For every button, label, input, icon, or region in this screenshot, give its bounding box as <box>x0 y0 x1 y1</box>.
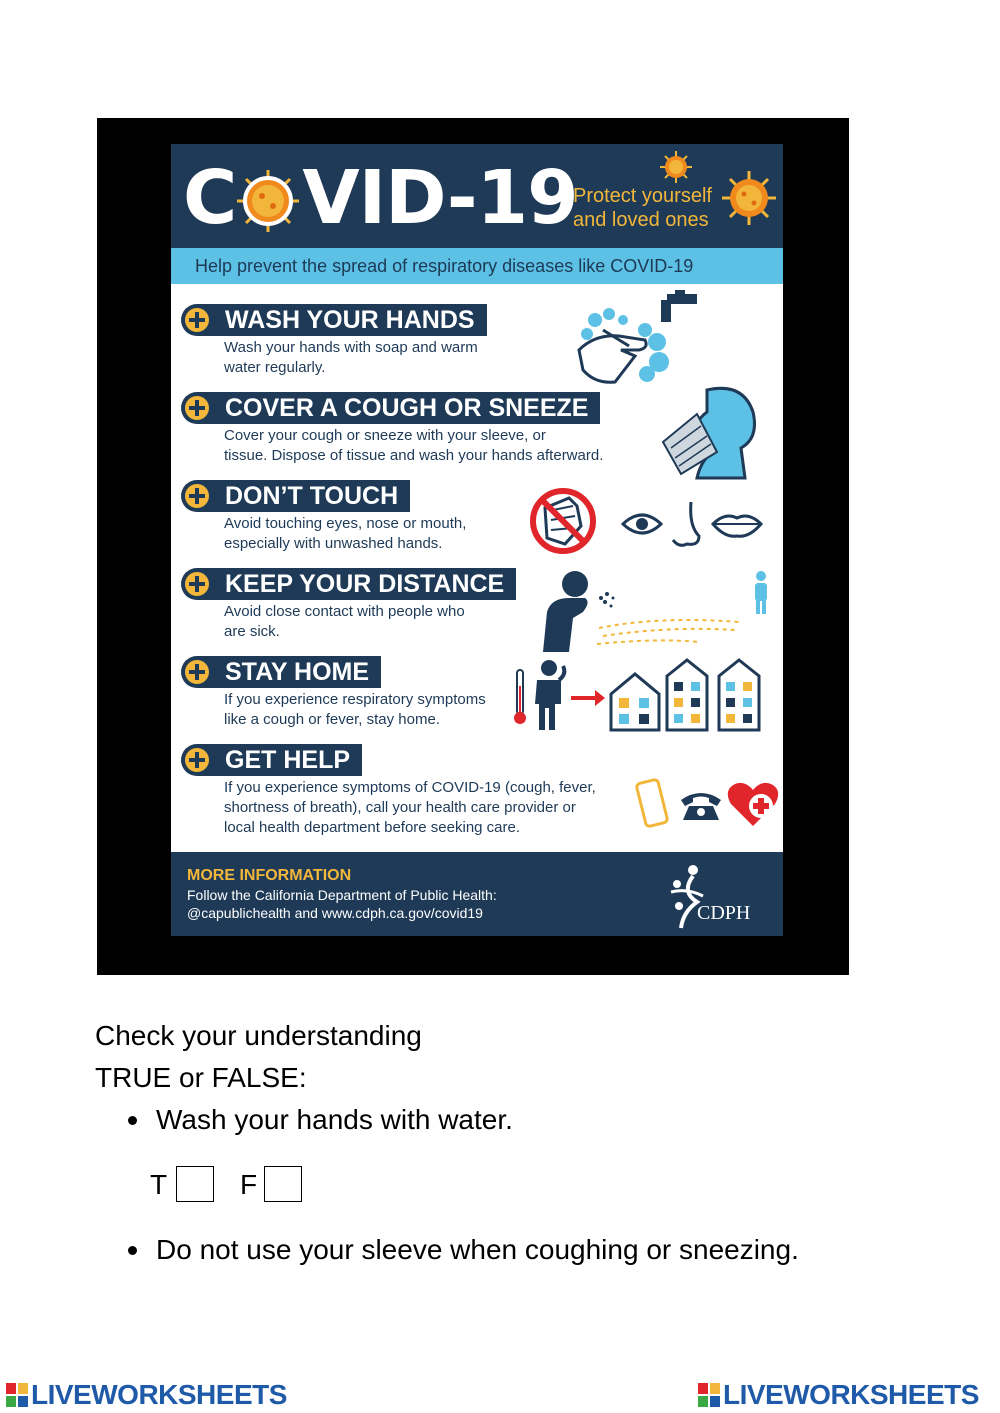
section-heading-text: WASH YOUR HANDS <box>225 306 475 334</box>
true-checkbox[interactable] <box>176 1166 214 1202</box>
section-heading <box>181 392 600 424</box>
section-line: If you experience symptoms of COVID-19 (cough, fever, <box>224 779 596 796</box>
poster-banner <box>171 248 783 284</box>
cdph-logo-text: CDPH <box>697 902 751 924</box>
more-info-title: MORE INFORMATION <box>187 867 352 884</box>
section-line: especially with unwashed hands. <box>224 535 443 552</box>
liveworksheets-logo-icon <box>698 1383 720 1407</box>
question-text: Wash your hands with water. <box>156 1104 513 1135</box>
plus-icon <box>185 748 209 772</box>
plus-icon <box>185 396 209 420</box>
section-heading <box>181 568 516 600</box>
poster-title: C VID-19 <box>183 155 578 241</box>
plus-icon <box>185 308 209 332</box>
section-body <box>224 514 466 554</box>
brand-text: LIVEWORKSHEETS <box>723 1379 979 1410</box>
virus-icon-large <box>721 170 777 226</box>
more-info-line: Follow the California Department of Public Health: <box>187 887 497 903</box>
distance-icon <box>539 568 775 652</box>
section-line: If you experience respiratory symptoms <box>224 691 486 708</box>
section-line: like a cough or fever, stay home. <box>224 711 440 728</box>
plus-icon <box>185 660 209 684</box>
section-body <box>224 602 465 642</box>
false-checkbox[interactable] <box>264 1166 302 1202</box>
section-heading-text: COVER A COUGH OR SNEEZE <box>225 394 589 422</box>
telephone-icon <box>679 788 723 822</box>
poster-tagline: Protect yourself and loved ones <box>573 185 712 231</box>
section-heading <box>181 744 362 776</box>
section-line: Avoid close contact with people who <box>224 603 465 620</box>
section-heading-text: STAY HOME <box>225 658 370 686</box>
section-body <box>224 778 596 838</box>
liveworksheets-brand-right <box>698 1378 979 1412</box>
liveworksheets-brand-left <box>6 1378 287 1412</box>
false-label: F <box>240 1169 258 1200</box>
mouth-icon <box>711 512 763 538</box>
more-info-line: @capublichealth and www.cdph.ca.gov/covid19 <box>187 905 483 921</box>
true-label: T <box>150 1169 168 1200</box>
person-sneezing-icon <box>657 382 767 482</box>
plus-icon <box>185 572 209 596</box>
nose-icon <box>669 500 703 550</box>
section-line: shortness of breath), call your health care provider or <box>224 799 576 816</box>
virus-icon-small <box>659 150 693 184</box>
more-info-body <box>187 886 497 922</box>
section-line: local health department before seeking care. <box>224 819 521 836</box>
section-body <box>224 338 478 378</box>
section-line: Avoid touching eyes, nose or mouth, <box>224 515 467 532</box>
worksheet-heading: Check your understanding <box>95 1020 422 1051</box>
section-line: Cover your cough or sneeze with your sleeve, or <box>224 427 546 444</box>
covid-poster <box>171 144 783 936</box>
banner-text: Help prevent the spread of respiratory diseases like COVID-19 <box>195 256 694 276</box>
washing-hands-icon <box>575 290 705 386</box>
section-line: are sick. <box>224 623 280 640</box>
section-heading <box>181 656 381 688</box>
eye-icon <box>621 510 663 538</box>
section-heading <box>181 304 487 336</box>
section-heading-text: DON’T TOUCH <box>225 482 399 510</box>
plus-icon <box>185 484 209 508</box>
liveworksheets-logo-icon <box>6 1383 28 1407</box>
section-heading-text: KEEP YOUR DISTANCE <box>225 570 505 598</box>
section-line: tissue. Dispose of tissue and wash your hands afterward. <box>224 447 604 464</box>
brand-text: LIVEWORKSHEETS <box>31 1379 287 1410</box>
no-touch-icon <box>525 486 601 556</box>
section-heading-text: GET HELP <box>225 746 351 774</box>
worksheet-subheading: TRUE or FALSE: <box>95 1062 307 1093</box>
mobile-phone-icon <box>635 778 669 830</box>
stay-home-icon <box>511 656 767 732</box>
poster-header <box>171 144 783 248</box>
heart-medical-icon <box>727 780 779 828</box>
section-line: water regularly. <box>224 359 326 376</box>
bullet-icon <box>128 1246 137 1255</box>
virus-icon <box>235 168 301 234</box>
section-heading <box>181 480 410 512</box>
poster-footer <box>171 852 783 936</box>
bullet-icon <box>128 1116 137 1125</box>
section-body <box>224 690 486 730</box>
question-text: Do not use your sleeve when coughing or sneezing. <box>156 1234 799 1265</box>
section-line: Wash your hands with soap and warm <box>224 339 478 356</box>
section-body <box>224 426 603 466</box>
